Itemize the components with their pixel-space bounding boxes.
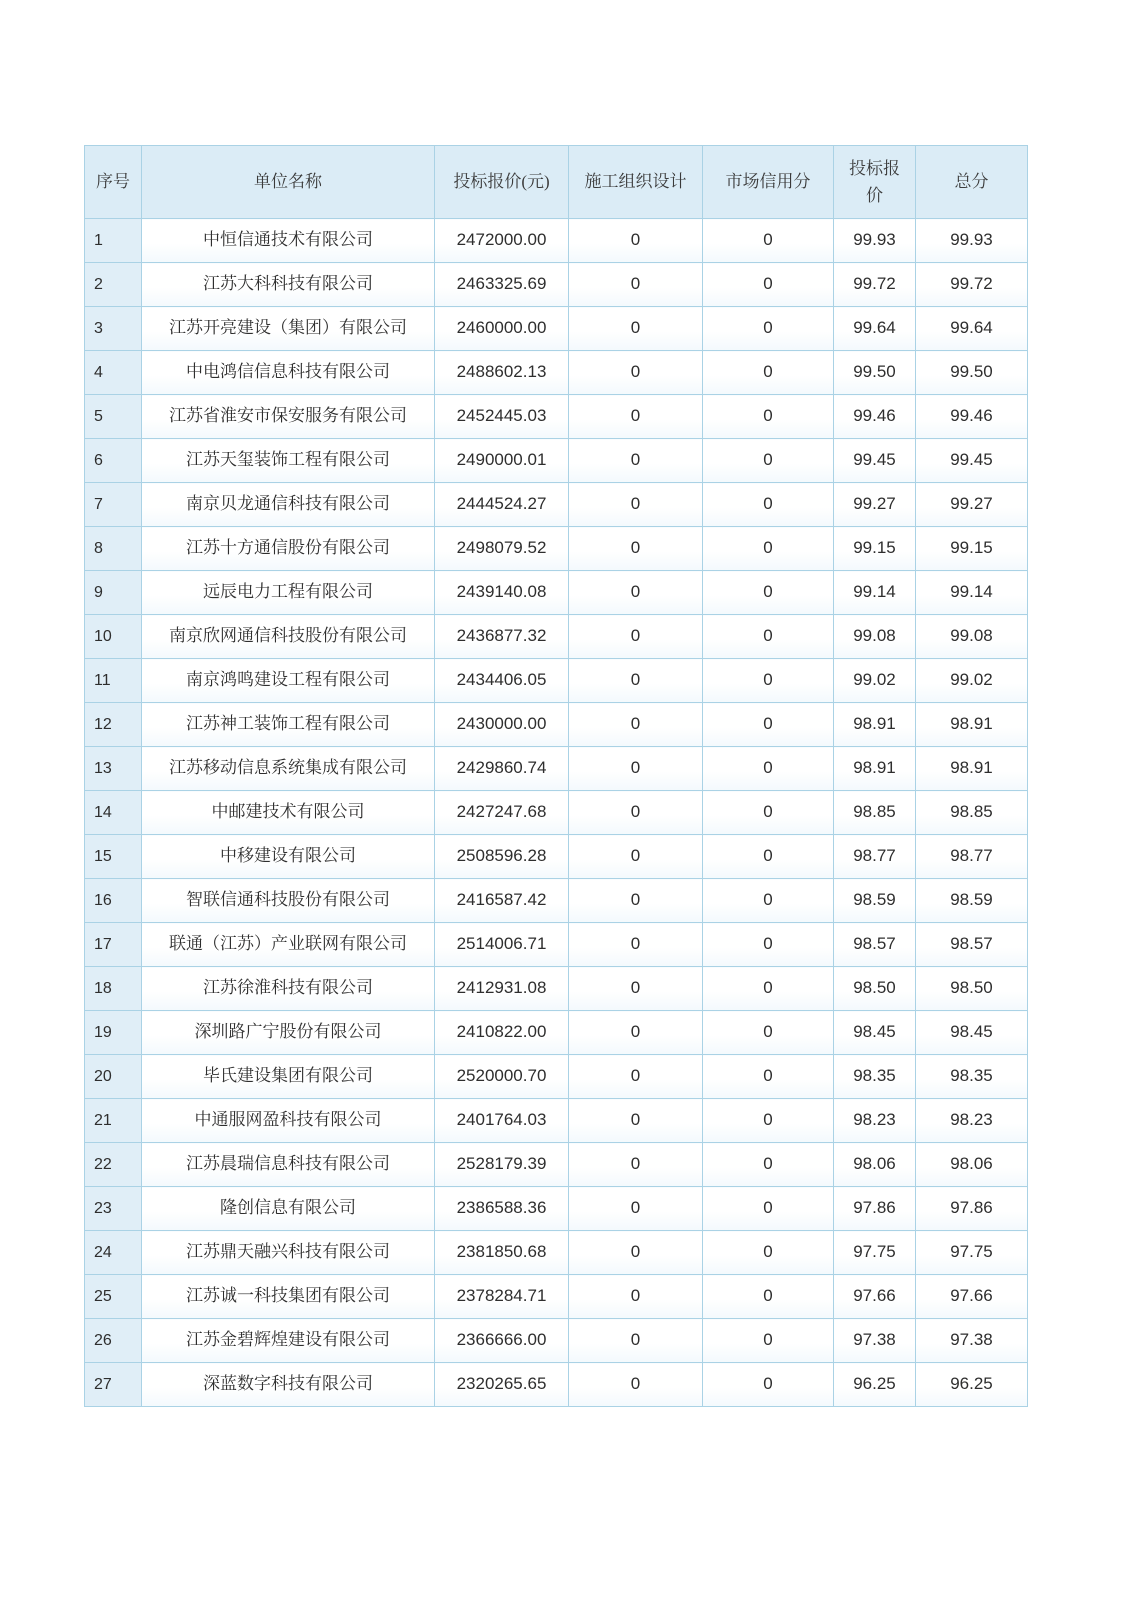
total-score-cell: 98.57: [916, 923, 1028, 967]
bid-price-score-cell: 98.06: [834, 1143, 916, 1187]
market-credit-cell: 0: [703, 1099, 834, 1143]
construction-design-cell: 0: [569, 571, 703, 615]
row-index-cell: 13: [85, 747, 142, 791]
construction-design-cell: 0: [569, 1275, 703, 1319]
market-credit-cell: 0: [703, 263, 834, 307]
bid-price-score-cell: 99.08: [834, 615, 916, 659]
total-score-cell: 98.91: [916, 703, 1028, 747]
total-score-cell: 98.50: [916, 967, 1028, 1011]
bid-price-score-cell: 98.35: [834, 1055, 916, 1099]
bid-price-cell: 2488602.13: [435, 351, 569, 395]
market-credit-cell: 0: [703, 439, 834, 483]
bid-price-score-cell: 97.38: [834, 1319, 916, 1363]
bid-price-score-cell: 98.45: [834, 1011, 916, 1055]
table-row: [85, 747, 1028, 791]
table-body: [85, 219, 1028, 1407]
construction-design-cell: 0: [569, 527, 703, 571]
row-index-cell: 1: [85, 219, 142, 263]
construction-design-cell: 0: [569, 703, 703, 747]
company-name-cell: 江苏开亮建设（集团）有限公司: [142, 307, 435, 351]
bid-price-score-cell: 99.50: [834, 351, 916, 395]
market-credit-cell: 0: [703, 1275, 834, 1319]
construction-design-cell: 0: [569, 1231, 703, 1275]
row-index-cell: 11: [85, 659, 142, 703]
table-row: [85, 483, 1028, 527]
market-credit-cell: 0: [703, 307, 834, 351]
total-score-cell: 97.38: [916, 1319, 1028, 1363]
market-credit-cell: 0: [703, 1363, 834, 1407]
bid-price-cell: 2381850.68: [435, 1231, 569, 1275]
bid-price-cell: 2528179.39: [435, 1143, 569, 1187]
construction-design-cell: 0: [569, 1099, 703, 1143]
construction-design-cell: 0: [569, 791, 703, 835]
bid-price-cell: 2514006.71: [435, 923, 569, 967]
market-credit-cell: 0: [703, 483, 834, 527]
total-score-cell: 99.64: [916, 307, 1028, 351]
table-row: [85, 879, 1028, 923]
company-name-cell: 深蓝数字科技有限公司: [142, 1363, 435, 1407]
table-row: [85, 1099, 1028, 1143]
table-row: [85, 307, 1028, 351]
table-row: [85, 395, 1028, 439]
company-name-cell: 江苏金碧辉煌建设有限公司: [142, 1319, 435, 1363]
row-index-cell: 19: [85, 1011, 142, 1055]
row-index-cell: 23: [85, 1187, 142, 1231]
construction-design-cell: 0: [569, 1187, 703, 1231]
company-name-cell: 隆创信息有限公司: [142, 1187, 435, 1231]
market-credit-cell: 0: [703, 395, 834, 439]
market-credit-cell: 0: [703, 1187, 834, 1231]
bid-price-score-cell: 99.27: [834, 483, 916, 527]
row-index-cell: 6: [85, 439, 142, 483]
construction-design-cell: 0: [569, 219, 703, 263]
bid-price-cell: 2444524.27: [435, 483, 569, 527]
construction-design-cell: 0: [569, 483, 703, 527]
table-row: [85, 351, 1028, 395]
bid-price-cell: 2412931.08: [435, 967, 569, 1011]
market-credit-cell: 0: [703, 1011, 834, 1055]
market-credit-cell: 0: [703, 659, 834, 703]
market-credit-cell: 0: [703, 747, 834, 791]
bid-price-cell: 2436877.32: [435, 615, 569, 659]
table-row: [85, 791, 1028, 835]
company-name-cell: 江苏大科科技有限公司: [142, 263, 435, 307]
company-name-cell: 江苏省淮安市保安服务有限公司: [142, 395, 435, 439]
bid-price-cell: 2460000.00: [435, 307, 569, 351]
total-score-cell: 99.08: [916, 615, 1028, 659]
table-row: [85, 659, 1028, 703]
company-name-cell: 联通（江苏）产业联网有限公司: [142, 923, 435, 967]
bid-price-score-cell: 98.57: [834, 923, 916, 967]
market-credit-cell: 0: [703, 791, 834, 835]
company-name-cell: 中邮建技术有限公司: [142, 791, 435, 835]
company-name-cell: 中电鸿信信息科技有限公司: [142, 351, 435, 395]
row-index-cell: 16: [85, 879, 142, 923]
market-credit-cell: 0: [703, 923, 834, 967]
construction-design-cell: 0: [569, 351, 703, 395]
total-score-cell: 99.15: [916, 527, 1028, 571]
company-name-cell: 江苏诚一科技集团有限公司: [142, 1275, 435, 1319]
row-index-cell: 3: [85, 307, 142, 351]
total-score-cell: 97.66: [916, 1275, 1028, 1319]
construction-design-cell: 0: [569, 967, 703, 1011]
bid-price-score-cell: 97.86: [834, 1187, 916, 1231]
total-score-cell: 99.72: [916, 263, 1028, 307]
construction-design-cell: 0: [569, 1011, 703, 1055]
market-credit-cell: 0: [703, 703, 834, 747]
bid-price-score-cell: 98.50: [834, 967, 916, 1011]
table-row: [85, 439, 1028, 483]
row-index-cell: 4: [85, 351, 142, 395]
row-index-cell: 10: [85, 615, 142, 659]
bid-price-cell: 2498079.52: [435, 527, 569, 571]
bid-price-cell: 2401764.03: [435, 1099, 569, 1143]
bid-price-score-cell: 99.64: [834, 307, 916, 351]
row-index-cell: 21: [85, 1099, 142, 1143]
total-score-cell: 96.25: [916, 1363, 1028, 1407]
bid-price-cell: 2366666.00: [435, 1319, 569, 1363]
company-name-cell: 中通服网盈科技有限公司: [142, 1099, 435, 1143]
table-row: [85, 1319, 1028, 1363]
construction-design-cell: 0: [569, 615, 703, 659]
company-name-cell: 江苏晨瑞信息科技有限公司: [142, 1143, 435, 1187]
bid-price-score-cell: 97.66: [834, 1275, 916, 1319]
bid-price-score-cell: 98.91: [834, 747, 916, 791]
total-score-cell: 98.85: [916, 791, 1028, 835]
bid-price-cell: 2416587.42: [435, 879, 569, 923]
header-bid-price: 投标报价(元): [435, 146, 569, 219]
row-index-cell: 9: [85, 571, 142, 615]
construction-design-cell: 0: [569, 307, 703, 351]
table-row: [85, 835, 1028, 879]
row-index-cell: 14: [85, 791, 142, 835]
bid-price-score-cell: 96.25: [834, 1363, 916, 1407]
total-score-cell: 97.86: [916, 1187, 1028, 1231]
construction-design-cell: 0: [569, 1363, 703, 1407]
header-construction-design: 施工组织设计: [569, 146, 703, 219]
company-name-cell: 远辰电力工程有限公司: [142, 571, 435, 615]
table-row: [85, 219, 1028, 263]
total-score-cell: 97.75: [916, 1231, 1028, 1275]
construction-design-cell: 0: [569, 395, 703, 439]
bid-price-score-cell: 99.93: [834, 219, 916, 263]
header-total-score: 总分: [916, 146, 1028, 219]
company-name-cell: 南京贝龙通信科技有限公司: [142, 483, 435, 527]
table-row: [85, 1275, 1028, 1319]
market-credit-cell: 0: [703, 219, 834, 263]
bid-price-score-cell: 99.72: [834, 263, 916, 307]
market-credit-cell: 0: [703, 615, 834, 659]
table-row: [85, 1363, 1028, 1407]
company-name-cell: 中移建设有限公司: [142, 835, 435, 879]
header-market-credit: 市场信用分: [703, 146, 834, 219]
header-bid-price-score: 投标报价: [834, 146, 916, 219]
bid-price-score-cell: 99.02: [834, 659, 916, 703]
row-index-cell: 27: [85, 1363, 142, 1407]
row-index-cell: 15: [85, 835, 142, 879]
construction-design-cell: 0: [569, 659, 703, 703]
market-credit-cell: 0: [703, 879, 834, 923]
bid-price-cell: 2472000.00: [435, 219, 569, 263]
table-row: [85, 1231, 1028, 1275]
bid-price-cell: 2452445.03: [435, 395, 569, 439]
header-index: 序号: [85, 146, 142, 219]
construction-design-cell: 0: [569, 1055, 703, 1099]
bid-price-cell: 2508596.28: [435, 835, 569, 879]
table-row: [85, 703, 1028, 747]
table-row: [85, 1143, 1028, 1187]
total-score-cell: 99.45: [916, 439, 1028, 483]
company-name-cell: 江苏神工装饰工程有限公司: [142, 703, 435, 747]
bid-price-cell: 2434406.05: [435, 659, 569, 703]
row-index-cell: 17: [85, 923, 142, 967]
bid-price-cell: 2463325.69: [435, 263, 569, 307]
market-credit-cell: 0: [703, 1319, 834, 1363]
construction-design-cell: 0: [569, 835, 703, 879]
market-credit-cell: 0: [703, 527, 834, 571]
total-score-cell: 98.59: [916, 879, 1028, 923]
market-credit-cell: 0: [703, 835, 834, 879]
company-name-cell: 南京欣网通信科技股份有限公司: [142, 615, 435, 659]
company-name-cell: 江苏天玺装饰工程有限公司: [142, 439, 435, 483]
market-credit-cell: 0: [703, 571, 834, 615]
bid-price-score-cell: 98.85: [834, 791, 916, 835]
bid-price-score-cell: 98.91: [834, 703, 916, 747]
row-index-cell: 25: [85, 1275, 142, 1319]
total-score-cell: 98.06: [916, 1143, 1028, 1187]
bid-price-score-cell: 98.77: [834, 835, 916, 879]
bid-price-cell: 2427247.68: [435, 791, 569, 835]
construction-design-cell: 0: [569, 747, 703, 791]
bid-price-cell: 2410822.00: [435, 1011, 569, 1055]
construction-design-cell: 0: [569, 1319, 703, 1363]
table-row: [85, 967, 1028, 1011]
construction-design-cell: 0: [569, 923, 703, 967]
total-score-cell: 99.46: [916, 395, 1028, 439]
market-credit-cell: 0: [703, 967, 834, 1011]
total-score-cell: 99.02: [916, 659, 1028, 703]
header-row: [85, 146, 1028, 219]
company-name-cell: 智联信通科技股份有限公司: [142, 879, 435, 923]
total-score-cell: 99.93: [916, 219, 1028, 263]
bid-evaluation-table: [84, 145, 1028, 1407]
company-name-cell: 中恒信通技术有限公司: [142, 219, 435, 263]
total-score-cell: 98.23: [916, 1099, 1028, 1143]
bid-price-cell: 2320265.65: [435, 1363, 569, 1407]
table-row: [85, 263, 1028, 307]
bid-price-score-cell: 99.14: [834, 571, 916, 615]
total-score-cell: 99.14: [916, 571, 1028, 615]
company-name-cell: 江苏十方通信股份有限公司: [142, 527, 435, 571]
bid-price-cell: 2429860.74: [435, 747, 569, 791]
bid-price-cell: 2439140.08: [435, 571, 569, 615]
company-name-cell: 江苏移动信息系统集成有限公司: [142, 747, 435, 791]
bid-price-score-cell: 98.23: [834, 1099, 916, 1143]
bid-price-score-cell: 99.45: [834, 439, 916, 483]
bid-price-cell: 2386588.36: [435, 1187, 569, 1231]
total-score-cell: 98.45: [916, 1011, 1028, 1055]
total-score-cell: 98.91: [916, 747, 1028, 791]
company-name-cell: 南京鸿鸣建设工程有限公司: [142, 659, 435, 703]
row-index-cell: 7: [85, 483, 142, 527]
row-index-cell: 26: [85, 1319, 142, 1363]
bid-price-cell: 2378284.71: [435, 1275, 569, 1319]
row-index-cell: 12: [85, 703, 142, 747]
table-row: [85, 1055, 1028, 1099]
total-score-cell: 99.50: [916, 351, 1028, 395]
table-row: [85, 1011, 1028, 1055]
bid-price-score-cell: 99.15: [834, 527, 916, 571]
table-header: [85, 146, 1028, 219]
header-company-name: 单位名称: [142, 146, 435, 219]
table-row: [85, 527, 1028, 571]
company-name-cell: 江苏鼎天融兴科技有限公司: [142, 1231, 435, 1275]
bid-price-score-cell: 97.75: [834, 1231, 916, 1275]
construction-design-cell: 0: [569, 439, 703, 483]
bid-price-score-cell: 99.46: [834, 395, 916, 439]
market-credit-cell: 0: [703, 1231, 834, 1275]
company-name-cell: 深圳路广宁股份有限公司: [142, 1011, 435, 1055]
total-score-cell: 99.27: [916, 483, 1028, 527]
bid-price-cell: 2490000.01: [435, 439, 569, 483]
market-credit-cell: 0: [703, 1143, 834, 1187]
row-index-cell: 18: [85, 967, 142, 1011]
row-index-cell: 24: [85, 1231, 142, 1275]
bid-price-cell: 2520000.70: [435, 1055, 569, 1099]
table-row: [85, 615, 1028, 659]
bid-price-cell: 2430000.00: [435, 703, 569, 747]
table-row: [85, 923, 1028, 967]
market-credit-cell: 0: [703, 351, 834, 395]
row-index-cell: 2: [85, 263, 142, 307]
row-index-cell: 20: [85, 1055, 142, 1099]
company-name-cell: 江苏徐淮科技有限公司: [142, 967, 435, 1011]
table-row: [85, 1187, 1028, 1231]
table-row: [85, 571, 1028, 615]
row-index-cell: 8: [85, 527, 142, 571]
company-name-cell: 毕氏建设集团有限公司: [142, 1055, 435, 1099]
row-index-cell: 22: [85, 1143, 142, 1187]
total-score-cell: 98.35: [916, 1055, 1028, 1099]
construction-design-cell: 0: [569, 263, 703, 307]
total-score-cell: 98.77: [916, 835, 1028, 879]
construction-design-cell: 0: [569, 1143, 703, 1187]
market-credit-cell: 0: [703, 1055, 834, 1099]
construction-design-cell: 0: [569, 879, 703, 923]
bid-price-score-cell: 98.59: [834, 879, 916, 923]
row-index-cell: 5: [85, 395, 142, 439]
